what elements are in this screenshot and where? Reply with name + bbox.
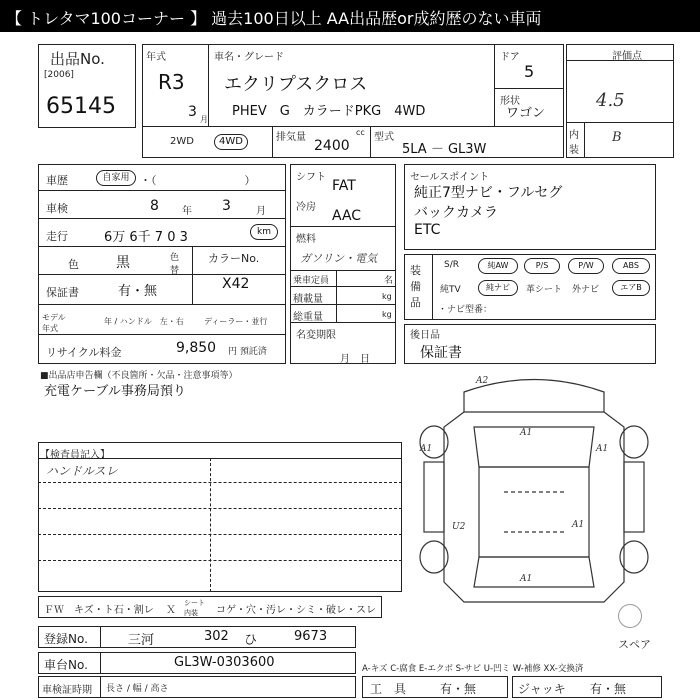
tools-label: 工 具	[370, 682, 407, 696]
jack-label: ジャッキ	[518, 682, 566, 696]
inspector-note: ハンドルスレ	[46, 464, 118, 478]
navi-model-label: ・ナビ型番：	[438, 305, 493, 315]
load-unit: kg	[382, 292, 392, 301]
registration-class: 302	[204, 629, 229, 644]
damage-mark-a1-left: A1	[420, 444, 433, 454]
car-name: エクリプスクロス	[224, 74, 368, 95]
color-change-label: 色替	[170, 253, 180, 276]
shape-value: ワゴン	[506, 106, 546, 121]
displacement-unit: cc	[356, 128, 365, 137]
recycle-label: リサイクル料金	[46, 346, 122, 359]
notes-label: ■出品店申告欄（不良箇所・欠品・注意事項等）	[40, 371, 238, 381]
color-value: 黒	[116, 255, 130, 271]
handle-label: 年 / ハンドル 左・右	[104, 317, 184, 326]
drive-4wd: 4WD	[214, 134, 248, 150]
weight-unit: kg	[382, 310, 392, 319]
recycle-unit: 円 預託済	[228, 347, 267, 357]
damage-mark-u2: U2	[452, 522, 466, 532]
interior-value: B	[612, 130, 622, 145]
fw-label: ＦＷ	[44, 605, 64, 616]
x-label: Ｘ	[166, 605, 176, 616]
notes-text: 充電ケーブル事務局預り	[44, 384, 186, 399]
fuel-value: ガソリン・電気	[300, 252, 377, 265]
capacity-label: 乗車定員	[293, 276, 330, 286]
damage-mark-a2: A2	[476, 376, 489, 386]
equip-pw: P/W	[568, 258, 604, 274]
equip-jun-tv: 純TV	[440, 285, 461, 295]
mileage-value: 6万 6千 7 0 3	[104, 230, 188, 245]
spare-label: スペア	[618, 638, 651, 651]
sales-point-2: バックカメラ	[414, 205, 498, 221]
displacement-value: 2400	[314, 138, 350, 154]
inspection-month: 3	[222, 198, 231, 214]
displacement-label: 排気量	[276, 132, 306, 143]
car-damage-diagram	[404, 372, 664, 622]
inner-label: シート内装	[184, 599, 205, 617]
weight-label: 総重量	[293, 312, 323, 323]
equip-leather: 革シート	[526, 285, 563, 295]
chassis-value: GL3W-0303600	[174, 655, 275, 670]
inspection-year-unit: 年	[182, 206, 192, 217]
damage-legend: A-キズ C-腐食 E-エクボ S-サビ U-凹ミ W-補修 XX-交換済	[362, 664, 584, 674]
mileage-label: 走行	[46, 230, 68, 243]
shift-value: FAT	[332, 178, 356, 194]
inspection-year: 8	[150, 198, 159, 214]
lot-number: 65145	[46, 94, 116, 119]
tools-value: 有・無	[440, 682, 477, 696]
inspection-month-unit: 月	[256, 206, 266, 217]
damage-mark-a1-roof: A1	[520, 428, 533, 438]
car-name-label: 車名・グレード	[214, 52, 284, 63]
damage-mark-a1-rear: A1	[520, 574, 533, 584]
history-jika: 自家用	[96, 170, 136, 186]
model-value: 5LA － GL3W	[402, 142, 487, 157]
equip-airbag: エアB	[612, 280, 650, 296]
extras-value: 保証書	[420, 345, 462, 361]
fuel-label: 燃料	[296, 234, 316, 245]
spare-tire-circle	[618, 604, 642, 628]
sales-point-1: 純正7型ナビ・フルセグ	[414, 185, 563, 201]
sales-point-3: ETC	[414, 222, 441, 238]
car-grade: PHEV G カラードPKG 4WD	[232, 104, 426, 119]
nenshiki-label: 年式	[146, 52, 166, 63]
extras-label: 後日品	[410, 330, 440, 341]
cert-label: 車検証時期	[42, 685, 92, 696]
registration-label: 登録No.	[44, 632, 88, 646]
shape-label: 形状	[500, 96, 520, 107]
month-unit: 月	[200, 115, 208, 124]
registration-area: 三河	[128, 633, 155, 648]
load-label: 積載量	[293, 294, 323, 305]
equip-abs: ABS	[612, 258, 650, 274]
cert-units: 長さ / 幅 / 高さ	[106, 684, 169, 694]
ac-value: AAC	[332, 208, 362, 224]
era-year: R3	[158, 70, 185, 94]
warranty-label: 保証書	[46, 286, 79, 299]
score-label: 評価点	[612, 51, 642, 62]
drive-2wd: 2WD	[170, 136, 194, 147]
doors-label: ドア	[500, 52, 520, 63]
inspection-label: 車検	[46, 202, 68, 215]
name-change-label: 名変期限	[296, 330, 336, 341]
equip-label: 装備品	[410, 264, 421, 309]
damage-mark-a1-right: A1	[596, 444, 609, 454]
capacity-unit: 名	[384, 276, 394, 286]
fw-text: キズ・ト石・割レ	[74, 605, 154, 616]
ac-label: 冷房	[296, 202, 316, 213]
shift-label: シフト	[296, 172, 326, 183]
chassis-label: 車台No.	[44, 658, 88, 672]
history-rest: ・（ ）	[140, 174, 256, 187]
mileage-unit: km	[250, 224, 278, 240]
color-no-value: X42	[222, 276, 250, 292]
recycle-value: 9,850	[176, 340, 217, 356]
inspector-label: 【検査員記入】	[40, 450, 110, 461]
registration-kana: ひ	[244, 633, 258, 648]
inner-text: コゲ・穴・汚レ・シミ・破レ・スレ	[216, 605, 376, 616]
score-value: 4.5	[596, 90, 625, 111]
name-change-unit: 月 日	[340, 354, 370, 365]
equip-jun-navi: 純ナビ	[478, 280, 518, 296]
color-no-label: カラーNo.	[208, 252, 260, 265]
dealer-label: ディーラー・並行	[204, 317, 268, 326]
history-label: 車歴	[46, 174, 68, 187]
warranty-value: 有・無	[118, 284, 158, 299]
equip-sr: S/R	[444, 260, 459, 270]
color-label: 色	[68, 258, 79, 271]
jack-value: 有・無	[590, 682, 627, 696]
sales-label: セールスポイント	[410, 172, 490, 183]
doors-value: 5	[524, 62, 535, 81]
registration-month: 3	[188, 104, 197, 120]
model-label: 型式	[374, 132, 394, 143]
registration-number: 9673	[294, 629, 328, 644]
equip-jun-aw: 純AW	[478, 258, 518, 274]
year-tag: [2006]	[44, 70, 74, 80]
damage-mark-a1-side: A1	[572, 520, 585, 530]
banner-text: 【 トレタマ100コーナー 】 過去100日以上 AA出品歴or成約歴のない車両	[6, 9, 542, 28]
equip-ps: P/S	[524, 258, 560, 274]
equip-ext-navi: 外ナビ	[572, 285, 600, 295]
interior-label: 内装	[569, 130, 579, 156]
model-year-label: モデル年式	[42, 313, 66, 333]
lot-label: 出品No.	[50, 50, 105, 68]
